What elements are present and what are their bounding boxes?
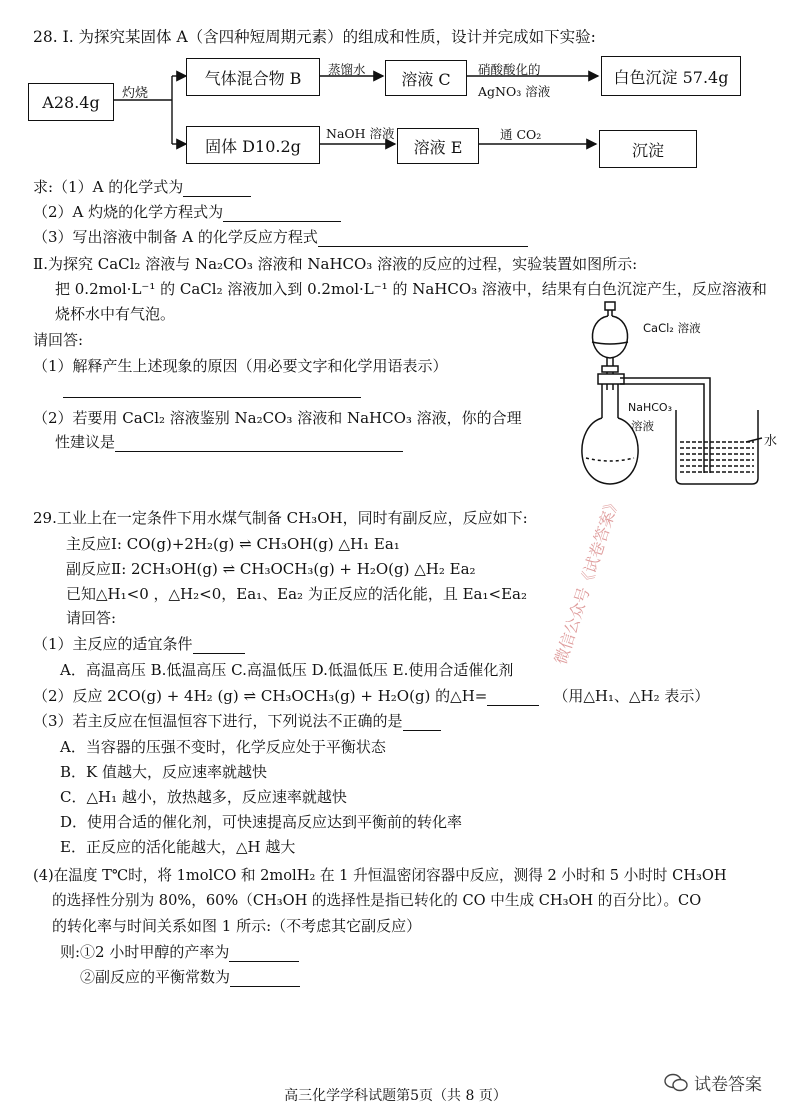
q28-ii-2a: （2）若要用 CaCl₂ 溶液鉴别 Na₂CO₃ 溶液和 NaHCO₃ 溶液，你的合理 [33, 409, 522, 427]
q29-option-a: A．当容器的压强不变时，化学反应处于平衡状态 [60, 738, 386, 756]
watermark: 微信公众号《试卷答案》 [550, 493, 624, 667]
q29-s4-line2: 的选择性分别为 80%，60%（CH₃OH 的选择性是指已转化的 CO 中生成 CH₃OH 的百分比）。CO [52, 892, 702, 909]
q29-known: 已知△H₁<0 ，△H₂<0，Ea₁、Ea₂ 为正反应的活化能，且 Ea₁<Ea₂ [66, 585, 527, 603]
q28-q2-text: （2）A 灼烧的化学方程式为 [33, 203, 224, 221]
q29-s1-text: （1）主反应的适宜条件 [33, 635, 193, 653]
brand-logo-text: 试卷答案 [694, 1075, 762, 1095]
q29-side-reaction: 副反应Ⅱ: 2CH₃OH(g) ⇌ CH₃OCH₃(g) + H₂O(g) △H₂ Ea₂ [66, 560, 476, 578]
chat-bubble-icon [664, 1073, 688, 1093]
flow-label-naoh: NaOH 溶液 [326, 126, 395, 141]
q29-s4-line1: (4)在温度 T℃时，将 1molCO 和 2molH₂ 在 1 升恒温密闭容器中反应，测得 2 小时和 5 小时时 CH₃OH [33, 867, 727, 884]
q29-s4-line3: 的转化率与时间关系如图 1 所示:（不考虑其它副反应） [52, 917, 422, 935]
q29-s4-q1 [60, 942, 299, 962]
q29-s2 [33, 686, 709, 706]
answer-blank[interactable] [403, 715, 441, 731]
q28-ii-1: （1）解释产生上述现象的原因（用必要文字和化学用语表示） [33, 357, 448, 375]
q28-title: 28. Ⅰ. 为探究某固体 A（含四种短周期元素）的组成和性质，设计并完成如下实验: [33, 28, 596, 46]
q29-option-e: E．正反应的活化能越大，△H 越大 [60, 838, 296, 856]
flow-box-white-precipitate: 白色沉淀 57.4g [601, 56, 741, 96]
q29-answer-prompt: 请回答: [66, 609, 117, 627]
apparatus-label-nahco3: NaHCO₃ [628, 401, 672, 414]
answer-blank[interactable] [318, 231, 528, 247]
answer-blank[interactable] [487, 690, 539, 706]
flow-box-a: A28.4g [28, 83, 114, 121]
answer-blank[interactable] [229, 946, 299, 962]
q29-s1-options: A．高温高压 B.低温高压 C.高温低压 D.低温低压 E.使用合适催化剂 [60, 661, 514, 679]
q28-q1 [33, 177, 251, 197]
flow-label-burn: 灼烧 [122, 86, 149, 101]
q29-option-b: B．K 值越大，反应速率就越快 [60, 763, 267, 781]
apparatus-label-cacl2: CaCl₂ 溶液 [643, 321, 701, 335]
flow-box-solid-d: 固体 D10.2g [186, 126, 320, 164]
flow-label-agno3-top: 硝酸酸化的 [478, 62, 541, 77]
flow-box-gas-b: 气体混合物 B [186, 58, 320, 96]
flow-label-co2: 通 CO₂ [500, 127, 542, 142]
q29-s4-q2-text: ②副反应的平衡常数为 [80, 968, 231, 986]
flow-label-agno3-bottom: AgNO₃ 溶液 [478, 84, 551, 99]
q29-option-c: C．△H₁ 越小，放热越多，反应速率就越快 [60, 788, 347, 806]
flow-box-solution-e: 溶液 E [397, 128, 479, 164]
q28-part2-line2: 烧杯水中有气泡。 [55, 305, 176, 323]
q28-q2 [33, 202, 341, 222]
answer-blank[interactable] [183, 181, 251, 197]
q28-q3-text: （3）写出溶液中制备 A 的化学反应方程式 [33, 228, 318, 246]
q29-s3 [33, 711, 441, 731]
q28-q1-text: 求:（1）A 的化学式为 [33, 178, 184, 196]
q28-part2-line1: 把 0.2mol·L⁻¹ 的 CaCl₂ 溶液加入到 0.2mol·L⁻¹ 的 NaHCO₃ 溶液中，结果有白色沉淀产生，反应溶液和 [55, 280, 767, 298]
q28-part2-title: Ⅱ.为探究 CaCl₂ 溶液与 Na₂CO₃ 溶液和 NaHCO₃ 溶液的反应的过程，实验装置如图所示: [33, 255, 638, 273]
apparatus-label-water: 水 [764, 434, 778, 449]
q28-ii-2b-text: 性建议是 [55, 433, 116, 451]
q28-answer-prompt: 请回答: [33, 331, 84, 349]
q28-q3 [33, 227, 528, 247]
answer-blank[interactable] [63, 382, 361, 398]
flow-box-precipitate: 沉淀 [599, 130, 697, 168]
q29-s4-q2 [80, 967, 300, 987]
q29-s2-text: （2）反应 2CO(g) + 4H₂ (g) ⇌ CH₃OCH₃(g) + H₂O(g) 的△H= [33, 687, 488, 705]
q29-s1 [33, 634, 245, 654]
apparatus-label-solution: 溶液 [631, 419, 654, 433]
flow-box-solution-c: 溶液 C [385, 60, 467, 96]
q28-ii-2b [55, 432, 403, 452]
page-footer: 高三化学学科试题第5页（共 8 页） [284, 1088, 507, 1104]
q29-s2-tail: （用△H₁、△H₂ 表示） [553, 687, 710, 705]
q29-s4-q1-text: 则:①2 小时甲醇的产率为 [60, 943, 230, 961]
q29-option-d: D．使用合适的催化剂，可快速提高反应达到平衡前的转化率 [60, 813, 463, 831]
q29-title: 29.工业上在一定条件下用水煤气制备 CH₃OH，同时有副反应，反应如下: [33, 509, 528, 527]
q29-s3-text: （3）若主反应在恒温恒容下进行，下列说法不正确的是 [33, 712, 403, 730]
answer-blank[interactable] [193, 638, 245, 654]
q29-main-reaction: 主反应Ⅰ: CO(g)+2H₂(g) ⇌ CH₃OH(g) △H₁ Ea₁ [66, 535, 400, 553]
answer-blank[interactable] [115, 436, 403, 452]
flow-label-water: 蒸馏水 [328, 62, 366, 77]
answer-blank[interactable] [223, 206, 341, 222]
q28-ii-1-blank [63, 378, 361, 398]
brand-logo [664, 1070, 762, 1095]
answer-blank[interactable] [230, 971, 300, 987]
